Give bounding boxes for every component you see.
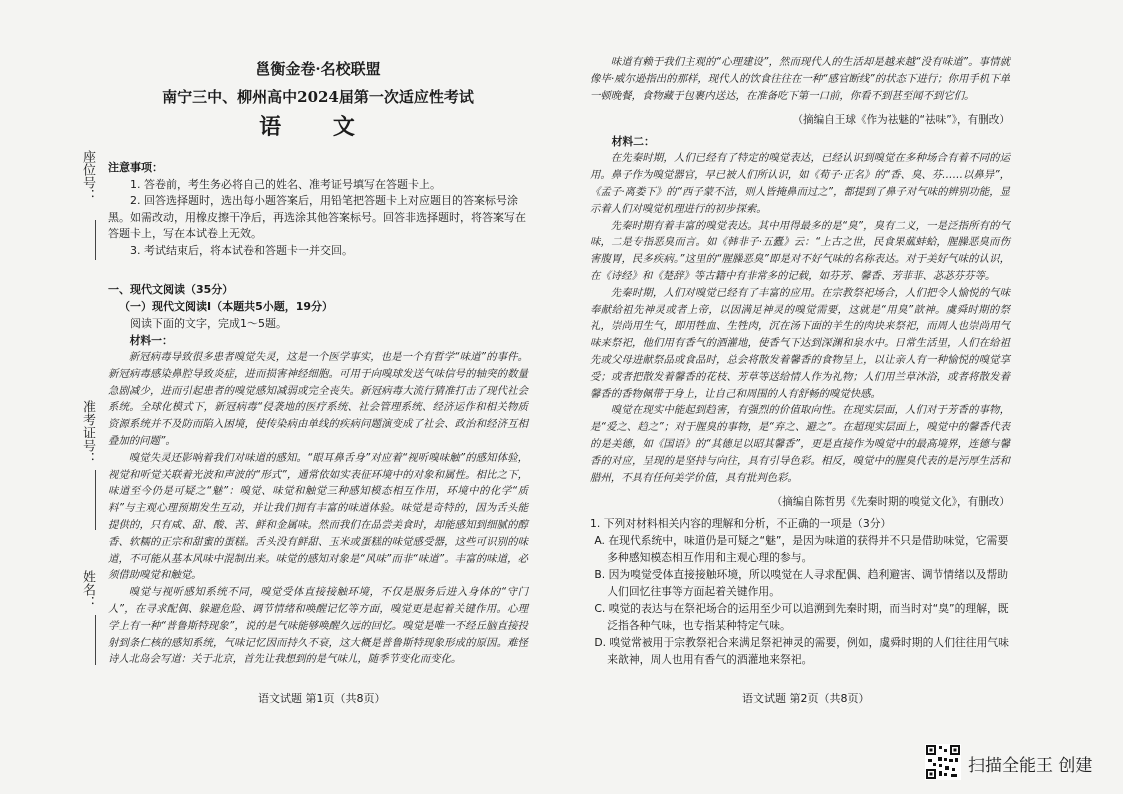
material-two-text xyxy=(590,150,1010,486)
material-two-label: 材料二： xyxy=(611,135,655,149)
notes-block xyxy=(108,160,528,259)
seat-field-label: 座位号： xyxy=(80,150,95,202)
section-title: 一、现代文阅读（35分） xyxy=(108,283,234,296)
exam-header xyxy=(108,58,528,142)
question-one xyxy=(590,515,1010,668)
question-option-c: C. 嗅觉的表达与在祭祀场合的运用至少可以追溯到先秦时期，而当时对“臭”的理解，既泛指各种气味，也专指某种特定气味。 xyxy=(594,602,1009,633)
notes-title: 注意事项： xyxy=(108,161,163,174)
section-instruction: 阅读下面的文字，完成1～5题。 xyxy=(130,317,287,330)
name-field-label: 姓名： xyxy=(80,570,95,609)
brand-title: 邕衡金卷·名校联盟 xyxy=(255,60,381,78)
source-citation-one: （摘编自王球《作为祛魅的“祛味”》，有删改） xyxy=(792,114,1010,127)
question-option-b: B. 因为嗅觉受体直接接触环境，所以嗅觉在人寻求配偶、趋利避害、调节情绪以及帮助人们回忆往事等方面起着关键作用。 xyxy=(594,568,1009,599)
subject-title: 语 文 xyxy=(259,114,377,140)
question-option-d: D. 嗅觉常被用于宗教祭祀合来满足祭祀神灵的需要，例如，虞舜时期的人们往往用气味来歆神，周人也用有香气的酒灌地来祭祀。 xyxy=(594,636,1009,667)
qr-code-icon xyxy=(925,744,961,780)
material-paragraph: 嗅觉与视听感知系统不同，嗅觉受体直接接触环境，不仅是服务后进入身体的“守门人”，在寻求配偶、躲避危险、调节情绪和唤醒记忆等方面，嗅觉更是起着关键作用。心理学上有一种“普鲁斯特现象”，说的是气味能够唤醒久远的回忆。嗅觉是唯一不经丘脑直接投射到条仁核的感知系统，气味记忆因而持久不衰，这大概是普鲁斯特现象形成的原因。难怪诗人北岛会写道：关于北京，首先让我想到的是气味儿，随季节变化而变化。 xyxy=(108,586,528,666)
material-paragraph: 新冠病毒导致很多患者嗅觉失灵，这是一个医学事实，也是一个有哲学“味道”的事件。新冠病毒感染鼻腔导致炎症，进而损害神经细胞。可用于向嗅球发送气味信号的轴突的数量急剧减少，进而引起患者的嗅觉感知减弱或完全丧失。新冠病毒大流行猜准打击了现代社会系统。全球化模式下，新冠病毒“侵袭地的医疗系统、社会管理系统、经济运作和相关物质资源系统并不及防而陷入困境，使传染病由单线的疾病问题演变成了社会、政治和经济互相叠加的问题”。 xyxy=(108,351,528,447)
note-item: 2. 回答选择题时，选出每小题答案后，用铅笔把答题卡上对应题目的答案标号涂黑。如需改动，用橡皮擦干净后，再选涂其他答案标号。回答非选择题时，将答案写在答题卡上，写在本试卷上无效。 xyxy=(108,194,526,240)
material-paragraph: 在先秦时期，人们已经有了特定的嗅觉表达，已经认识到嗅觉在多种场合有着不同的运用。鼻子作为嗅觉器官，早已被人们所认识，如《荀子·正名》的“香、臭、芬……以鼻异”，《孟子·离娄下》的“西子蒙不洁，则人皆掩鼻而过之”，都提到了鼻子对气味的辨别功能，显示着人们对嗅觉机理进行的初步探索。 xyxy=(590,152,1010,215)
ticket-field-line xyxy=(95,470,96,530)
question-stem: 1. 下列对材料相关内容的理解和分析，不正确的一项是（3分） xyxy=(590,517,892,531)
material-one-continued xyxy=(590,54,1010,104)
page-two-footer: 语文试题 第2页（共8页） xyxy=(742,692,870,705)
material-paragraph: 味道有赖于我们主观的“心理建设”，然而现代人的生活却是越来越“没有味道”。事情就像毕·威尔逊指出的那样，现代人的饮食往往在一种“感官断线”的状态下进行；你用手机下单一顿晚餐，食物藏于包裹内送达，在准备吃下第一口前，你看不到甚至闻不到它们。 xyxy=(590,56,1010,102)
page-one xyxy=(108,0,528,668)
scanner-watermark-label: 扫描全能王 创建 xyxy=(968,756,1093,776)
material-paragraph: 嗅觉在现实中能起到趋害，有强烈的价值取向性。在现实层面，人们对于芳香的事物，是“爱之、趋之”；对于腥臭的事物，是“弃之、避之”。在超现实层面上，嗅觉中的馨香代表的是美德，如《国语》的“其德足以昭其馨香”，更是直接作为嗅觉中的最高境界，连德与馨香的对应，呈现的是坚持与向往，具有引导色彩。相反，嗅觉中的腥臭代表的是污厚生活和腊州，不具有任何美学价值，具有批判色彩。 xyxy=(590,404,1010,484)
source-citation-two: （摘编自陈哲男《先秦时期的嗅觉文化》，有删改） xyxy=(771,496,1010,509)
material-paragraph: 嗅觉失灵还影响着我们对味道的感知。“眼耳鼻舌身”对应着“视听嗅味触”的感知体验，视觉和听觉关联着光波和声波的“形式”，通常依如实表征环境中的对象和属性。相比之下，味道至今仍是可疑之“魅”：嗅觉、味觉和触觉三种感知模态相互作用，环境中的化学“质料”与主观心理预期发生互动，并让我们拥有丰富的味道体验。味觉是奇特的，因为舌头能提供的，只有咸、甜、酸、苦、鲜和金属味。然而我们在品尝美食时，却能感知到细腻的醇香、软糯的正宗和甜蜜的蛋糕。舌头没有鲜甜、玉米或蛋糕的味觉感受器，这些可识别的味道，不可能从基本风味中混制出来。味觉的感知对象是“风味”而非“味道”。丰富的味道，必须借助嗅觉和触觉。 xyxy=(108,451,528,582)
material-paragraph: 先秦时期，人们对嗅觉已经有了丰富的应用。在宗教祭祀场合，人们把令人愉悦的气味奉献给祖先神灵或者上帝，以因满足神灵的嗅觉需要，这就是“用臭”歆神。虞舜时期的祭礼，崇尚用生气，即用牲血、生牲肉，沉在汤下面的羊生的肉块来祭祀，而周人也崇尚用气味来祭祀，他们用有香气的酒灌地，使香气下达到深渊和泉水中。日常生活里，人们在给祖先或父母进献祭品或食品时，总会将散发着馨香的食物呈上，以让亲人有一种愉悦的嗅觉享受；或者把散发着馨香的花枝、芳草等送给情人作为礼物；人们用兰草沐浴，或者将散发着馨香的香物佩带于身上，让自己和周围的人有舒畅的嗅觉快感。 xyxy=(590,286,1010,400)
section-subtitle: （一）现代文阅读Ⅰ（本题共5小题，19分） xyxy=(119,300,334,313)
material-one-text xyxy=(108,349,528,668)
reading-section xyxy=(108,281,528,668)
note-item: 3. 考试结束后，将本试卷和答题卡一并交回。 xyxy=(130,243,353,257)
page-one-footer: 语文试题 第1页（共8页） xyxy=(258,692,386,705)
material-one-label: 材料一： xyxy=(129,334,173,347)
question-option-a: A. 在现代系统中，味道仍是可疑之“魅”，是因为味道的获得并不只是借助味觉，它需要多种感知模态相互作用和主观心理的参与。 xyxy=(594,534,1009,565)
name-field-line xyxy=(95,615,96,665)
seat-field-line xyxy=(95,220,96,260)
page-two xyxy=(590,54,1010,668)
exam-title: 南宁三中、柳州高中2024届第一次适应性考试 xyxy=(162,88,474,106)
note-item: 1. 答卷前，考生务必将自己的姓名、准考证号填写在答题卡上。 xyxy=(130,177,441,191)
ticket-field-label: 准考证号： xyxy=(80,400,95,465)
material-paragraph: 先秦时期有着丰富的嗅觉表达。其中用得最多的是“臭”，臭有二义，一是泛指所有的气味，二是专指恶臭而言。如《韩非子·五蠹》云：“上古之世，民食果蓏蚌蛤，腥臊恶臭而伤害腹胃，民多疾病。”这里的“腥臊恶臭”即是对不好气味的名称表达。对于美好气味的认识，在《诗经》和《楚辞》等古籍中有非常多的记载，如芬芳、馨香、芳菲菲、苾苾芬芬等。 xyxy=(590,219,1010,282)
